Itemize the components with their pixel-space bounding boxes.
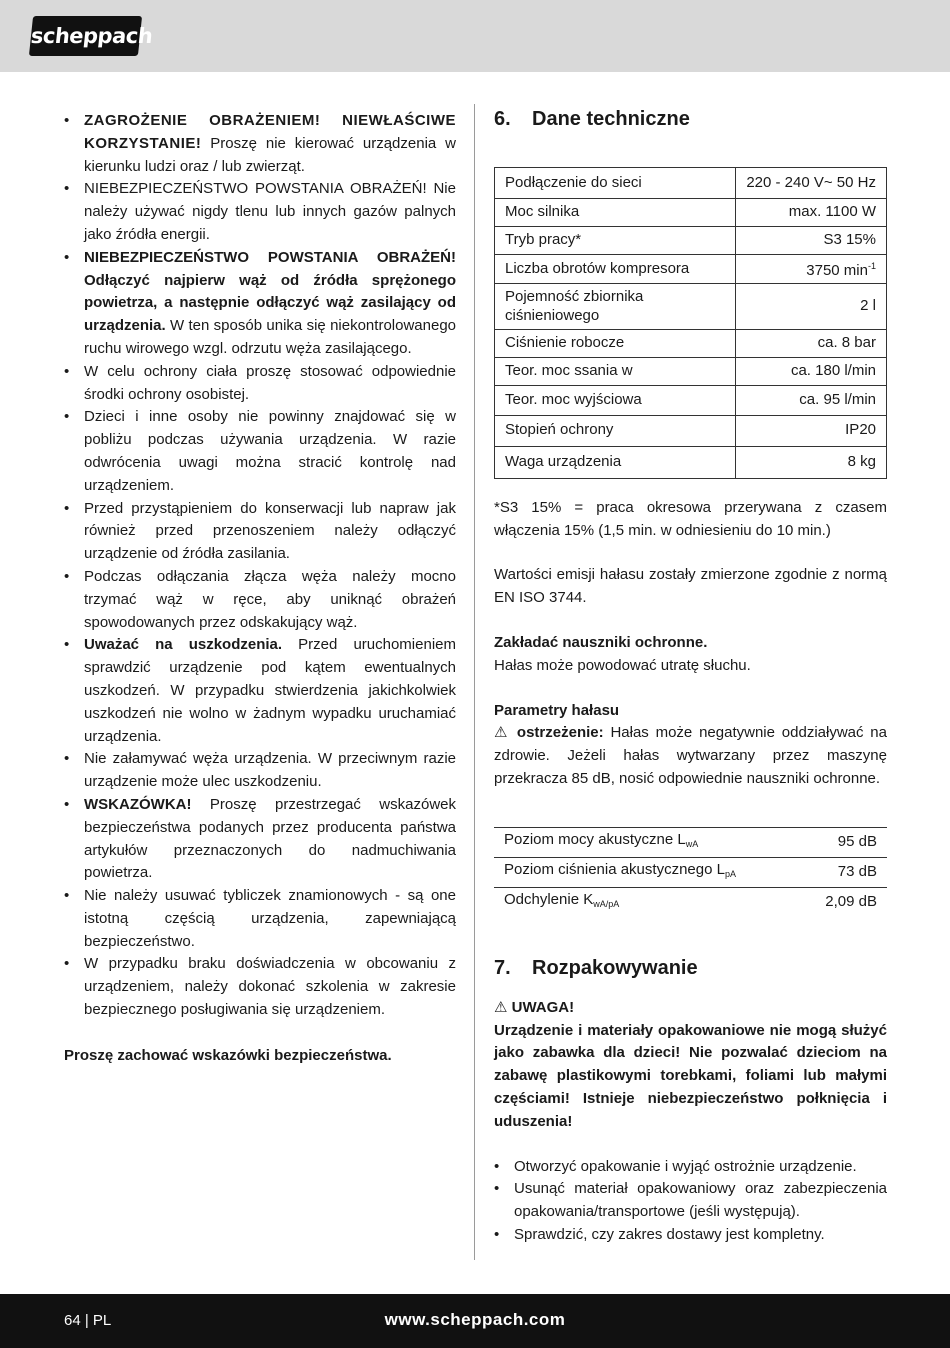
section-title-unpack bbox=[494, 953, 887, 983]
list-item bbox=[64, 178, 456, 246]
list-item bbox=[64, 953, 456, 1021]
list-item: • Sprawdzić, czy zakres dostawy jest kompletny. bbox=[494, 1224, 887, 1247]
ear-protection-text: Hałas może powodować utratę słuchu. bbox=[494, 656, 751, 674]
spec-value: IP20 bbox=[736, 415, 887, 446]
closing-note bbox=[64, 1045, 456, 1068]
item-bold: NIEBEZPIECZEŃSTWO POWSTANIA OBRAŻEŃ! bbox=[84, 180, 427, 198]
list-item bbox=[64, 247, 456, 361]
item-text: Przed przystąpieniem do konserwacji lub napraw jak również przed przenoszeniem należy odłączyć urządzenie od źródła zasilania. bbox=[84, 499, 456, 563]
unpack-warning-title bbox=[494, 997, 887, 1020]
item-text: W celu ochrony ciała proszę stosować odpowiednie środki ochrony osobistej. bbox=[84, 362, 456, 403]
spec-label: Pojemność zbiornika ciśnieniowego bbox=[495, 283, 736, 329]
spec-label: Waga urządzenia bbox=[495, 446, 736, 478]
list-item bbox=[64, 794, 456, 885]
list-item: • Otworzyć opakowanie i wyjąć ostrożnie urządzenie. bbox=[494, 1156, 887, 1179]
table-row bbox=[495, 283, 887, 329]
warning-text: Urządzenie i materiały opakowaniowe nie mogą służyć jako zabawka dla dzieci! Nie pozwalać dzieciom na zabawę plastikowymi torebkami, foliami lub małymi częściami! Istnieje niebezpieczeństwo połknięcia i uduszenia! bbox=[494, 1021, 887, 1130]
warning-label: ostrzeżenie: bbox=[516, 724, 604, 742]
table-row bbox=[495, 255, 887, 284]
noise-params-heading: Parametry hałasu bbox=[494, 701, 620, 719]
section-number: 7. bbox=[494, 956, 511, 979]
item-text: Nie należy używać nigdy tlenu lub innych gazów palnych jako źródła energii. bbox=[84, 180, 456, 243]
spec-value: ca. 8 bar bbox=[736, 329, 887, 357]
warning-text: Hałas może negatywnie oddziaływać na zdrowie. Jeżeli hałas wytwarzany przez maszynę przekracza 85 dB, nosić odpowiednie nauszniki ochronne. bbox=[494, 724, 887, 787]
warning-label: UWAGA! bbox=[511, 998, 575, 1016]
noise-label-cell bbox=[494, 827, 800, 857]
spec-label: Stopień ochrony bbox=[495, 415, 736, 446]
noise-table bbox=[494, 827, 887, 917]
noise-label-sub: wA/pA bbox=[593, 898, 620, 909]
duty-footnote: *S3 15% = praca okresowa przerywana z czasem włączenia 15% (1,5 min. w odniesieniu do 10 min.) bbox=[494, 498, 887, 539]
noise-label: Poziom ciśnienia akustycznego L bbox=[504, 860, 725, 878]
table-row bbox=[495, 199, 887, 227]
noise-params-title bbox=[494, 700, 887, 723]
section-heading: Dane techniczne bbox=[532, 108, 690, 130]
safety-instructions-column bbox=[64, 110, 456, 1068]
noise-label-cell bbox=[494, 887, 800, 917]
noise-label: Poziom mocy akustyczne L bbox=[504, 830, 686, 848]
table-row bbox=[495, 329, 887, 357]
website-url: www.scheppach.com bbox=[384, 1310, 566, 1329]
page-number: 64 | PL bbox=[64, 1312, 112, 1329]
spec-label: Ciśnienie robocze bbox=[495, 329, 736, 357]
table-row bbox=[495, 385, 887, 415]
item-text: Proszę nie kierować urządzenia w kierunku ludzi oraz / lub zwierząt. bbox=[84, 134, 456, 175]
item-text: Nie załamywać węża urządzenia. W przeciwnym razie urządzenie może ulec uszkodzeniu. bbox=[84, 750, 456, 791]
warning-triangle-icon: ⚠ bbox=[494, 724, 511, 742]
page-header bbox=[0, 0, 950, 72]
item-text: W przypadku braku doświadczenia w obcowaniu z urządzeniem, należy dokonać szkolenia w zakresie bezpiecznego posługiwania się urządzeniem. bbox=[84, 955, 456, 1019]
spec-value: ca. 95 l/min bbox=[736, 385, 887, 415]
list-item bbox=[64, 361, 456, 407]
item-text: Nie należy usuwać tybliczek znamionowych - są one istotną częścią urządzenia, zapewniającą bezpieczeństwo. bbox=[84, 887, 456, 950]
ear-protection-title bbox=[494, 632, 887, 655]
spec-label: Teor. moc ssania w bbox=[495, 357, 736, 385]
noise-value: 2,09 dB bbox=[800, 887, 887, 917]
item-bold: NIEBEZPIECZEŃSTWO POWSTANIA OBRAŻEŃ! Odłączyć najpierw wąż od źródła sprężonego powietrza, a następnie odłączyć wąż zasilający od urządzenia. bbox=[84, 248, 456, 335]
list-item bbox=[64, 634, 456, 748]
list-item bbox=[64, 110, 456, 178]
table-row bbox=[495, 357, 887, 385]
spec-value: 8 kg bbox=[736, 446, 887, 478]
list-item bbox=[64, 406, 456, 497]
spec-value-cell bbox=[736, 255, 887, 284]
unpack-warning-text bbox=[494, 1020, 887, 1134]
spec-value: max. 1100 W bbox=[736, 199, 887, 227]
column-divider bbox=[474, 104, 475, 1260]
noise-value: 73 dB bbox=[800, 857, 887, 887]
noise-warning bbox=[494, 722, 887, 790]
spec-value: 220 - 240 V~ 50 Hz bbox=[736, 168, 887, 199]
list-item bbox=[64, 885, 456, 953]
noise-value: 95 dB bbox=[800, 827, 887, 857]
table-row bbox=[495, 415, 887, 446]
spec-value: 2 l bbox=[736, 283, 887, 329]
spec-label: Tryb pracy* bbox=[495, 227, 736, 255]
ear-protection-heading: Zakładać nauszniki ochronne. bbox=[494, 633, 708, 651]
spec-value: ca. 180 l/min bbox=[736, 357, 887, 385]
table-row bbox=[494, 827, 887, 857]
safety-list bbox=[64, 110, 456, 1022]
section-number: 6. bbox=[494, 108, 511, 130]
spec-label: Moc silnika bbox=[495, 199, 736, 227]
item-text: Proszę przestrzegać wskazówek bezpieczeństwa podanych przez producenta państwa artykułów przeznaczonych do nadmuchiwania powietrza. bbox=[84, 795, 456, 882]
right-column bbox=[494, 104, 887, 1247]
spec-label: Podłączenie do sieci bbox=[495, 168, 736, 199]
section-title-tech bbox=[494, 104, 887, 134]
page-footer bbox=[0, 1294, 950, 1348]
noise-label-sub: wA bbox=[685, 838, 699, 849]
spec-value: 3750 min bbox=[806, 262, 868, 279]
closing-text: Proszę zachować wskazówki bezpieczeństwa. bbox=[64, 1046, 392, 1064]
section-heading: Rozpakowywanie bbox=[532, 956, 698, 979]
item-bold: WSKAZÓWKA! bbox=[84, 795, 192, 813]
item-text: W ten sposób unika się niekontrolowanego ruchu wirowego wzgl. odrzutu węża zasilającego. bbox=[84, 317, 456, 357]
tech-spec-table bbox=[494, 167, 887, 479]
item-bold: ZAGROŻENIE OBRAŻENIEM! NIEWŁAŚCIWE KORZYSTANIE! bbox=[84, 112, 456, 152]
list-item: • Usunąć materiał opakowaniowy oraz zabezpieczenia opakowania/transportowe (jeśli występują). bbox=[494, 1178, 887, 1224]
unpack-list bbox=[494, 1156, 887, 1247]
table-row bbox=[495, 446, 887, 478]
item-text: Podczas odłączania złącza węża należy mocno trzymać wąż w ręce, aby uniknąć obrażeń spowodowanych przez odskakujący wąż. bbox=[84, 567, 456, 631]
noise-label-cell bbox=[494, 857, 800, 887]
emission-note: Wartości emisji hałasu zostały zmierzone zgodnie z normą EN ISO 3744. bbox=[494, 566, 887, 607]
item-text: Przed uruchomieniem sprawdzić urządzenie pod kątem ewentualnych uszkodzeń. W przypadku stwierdzenia jakichkolwiek uszkodzeń nie wolno w żadnym wypadku uruchamiać urządzenia. bbox=[84, 636, 456, 745]
list-item bbox=[64, 748, 456, 794]
list-item bbox=[64, 566, 456, 634]
table-row bbox=[494, 887, 887, 917]
warning-triangle-icon: ⚠ bbox=[494, 998, 508, 1016]
noise-label: Odchylenie K bbox=[504, 890, 594, 908]
spec-value-sup: -1 bbox=[867, 261, 876, 271]
spec-value: S3 15% bbox=[736, 227, 887, 255]
table-row bbox=[494, 857, 887, 887]
list-item bbox=[64, 498, 456, 566]
item-text: Dzieci i inne osoby nie powinny znajdować się w pobliżu podczas używania urządzenia. W razie odwrócenia uwagi można stracić kontrolę nad urządzeniem. bbox=[84, 408, 456, 494]
spec-label: Liczba obrotów kompresora bbox=[495, 255, 736, 284]
scheppach-logo: scheppach bbox=[29, 16, 142, 56]
table-row bbox=[495, 227, 887, 255]
spec-label: Teor. moc wyjściowa bbox=[495, 385, 736, 415]
noise-label-sub: pA bbox=[724, 868, 736, 879]
table-row bbox=[495, 168, 887, 199]
item-bold: Uważać na uszkodzenia. bbox=[84, 636, 283, 654]
